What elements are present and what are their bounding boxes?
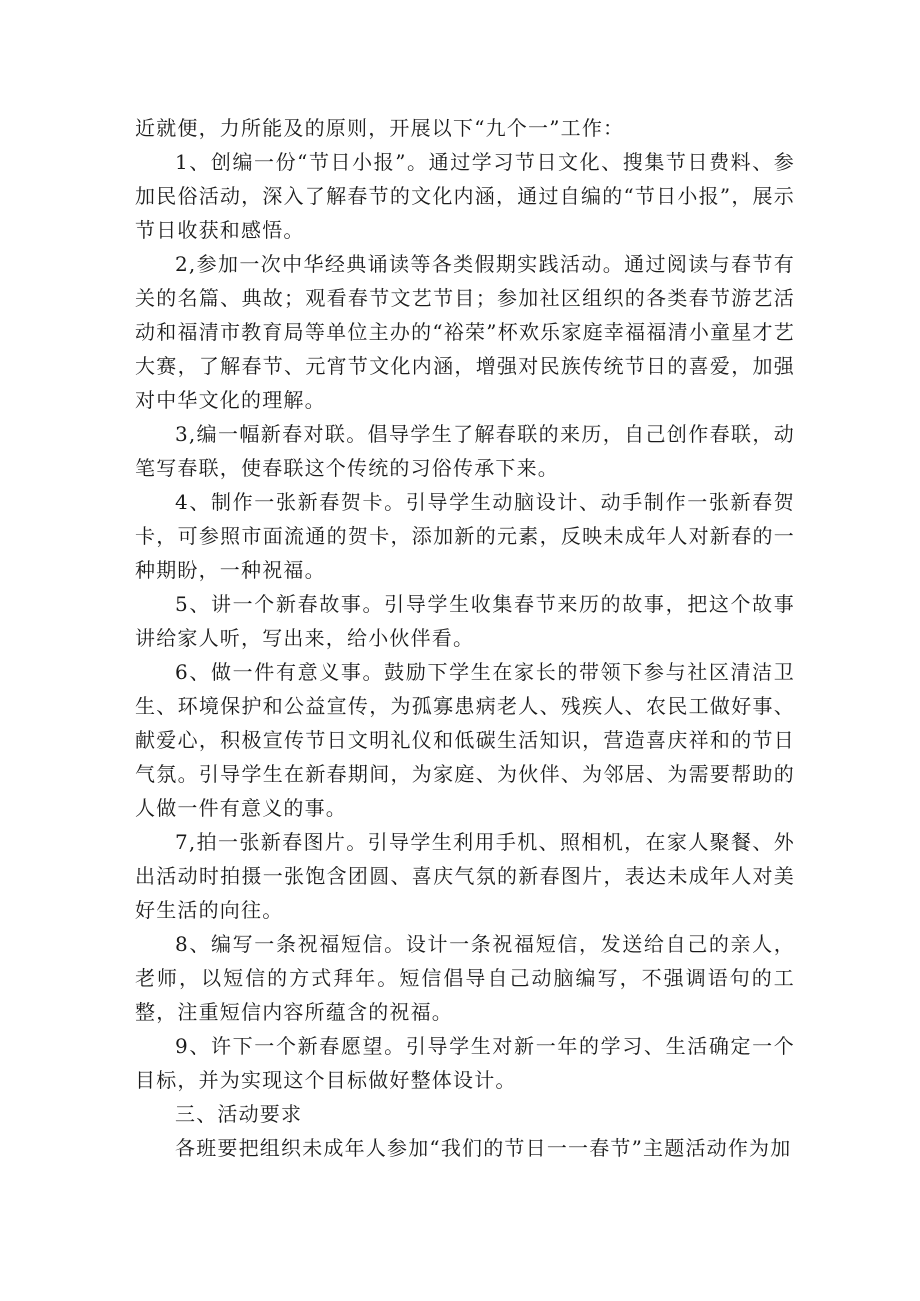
paragraph-item-8: 8、编写一条祝福短信。设计一条祝福短信，发送给自己的亲人，老师，以短信的方式拜年。短信倡导自己动脑编写，不强调语句的工整，注重短信内容所蕴含的祝福。: [135, 932, 795, 1024]
paragraph-item-7: 7,拍一张新春图片。引导学生利用手机、照相机，在家人聚餐、外出活动时拍摄一张饱含团圆、喜庆气氛的新春图片，表达未成年人对美好生活的向往。: [135, 830, 795, 922]
paragraph-item-3: 3,编一幅新春对联。倡导学生了解春联的来历，自己创作春联，动笔写春联，使春联这个传统的习俗传承下来。: [135, 422, 795, 480]
paragraph-item-5: 5、讲一个新春故事。引导学生收集春节来历的故事，把这个故事讲给家人听，写出来，给小伙伴看。: [135, 592, 795, 650]
paragraph-item-4: 4、制作一张新春贺卡。引导学生动脑设计、动手制作一张新春贺卡，可参照市面流通的贺卡，添加新的元素，反映未成年人对新春的一种期盼，一种祝福。: [135, 490, 795, 582]
paragraph-intro-continuation: 近就便，力所能及的原则，开展以下“九个一”工作：: [135, 116, 625, 140]
paragraph-requirements-start: 各班要把组织未成年人参加“我们的节日一一春节”主题活动作为加: [175, 1136, 792, 1160]
document-body: [135, 111, 795, 1165]
paragraph-item-9: 9、许下一个新春愿望。引导学生对新一年的学习、生活确定一个目标，并为实现这个目标做好整体设计。: [135, 1034, 795, 1092]
paragraph-item-2: 2,参加一次中华经典诵读等各类假期实践活动。通过阅读与春节有关的名篇、典故；观看春节文艺节目；参加社区组织的各类春节游艺活动和福清市教育局等单位主办的“裕荣”杯欢乐家庭幸福福清小童星才艺大赛，了解春节、元宵节文化内涵，增强对民族传统节日的喜爱，加强对中华文化的理解。: [135, 252, 795, 412]
paragraph-item-6: 6、做一件有意义事。鼓励下学生在家长的带领下参与社区清洁卫生、环境保护和公益宣传，为孤寡患病老人、残疾人、农民工做好事、献爱心，积极宣传节日文明礼仪和低碳生活知识，营造喜庆祥和的节日气氛。引导学生在新春期间，为家庭、为伙伴、为邻居、为需要帮助的人做一件有意义的事。: [135, 660, 795, 820]
section-heading-activity-requirements: 三、活动要求: [175, 1102, 303, 1126]
paragraph-item-1: 1、创编一份“节日小报”。通过学习节日文化、搜集节日费料、参加民俗活动，深入了解春节的文化内涵，通过自编的“节日小报”，展示节日收获和感悟。: [135, 150, 795, 242]
